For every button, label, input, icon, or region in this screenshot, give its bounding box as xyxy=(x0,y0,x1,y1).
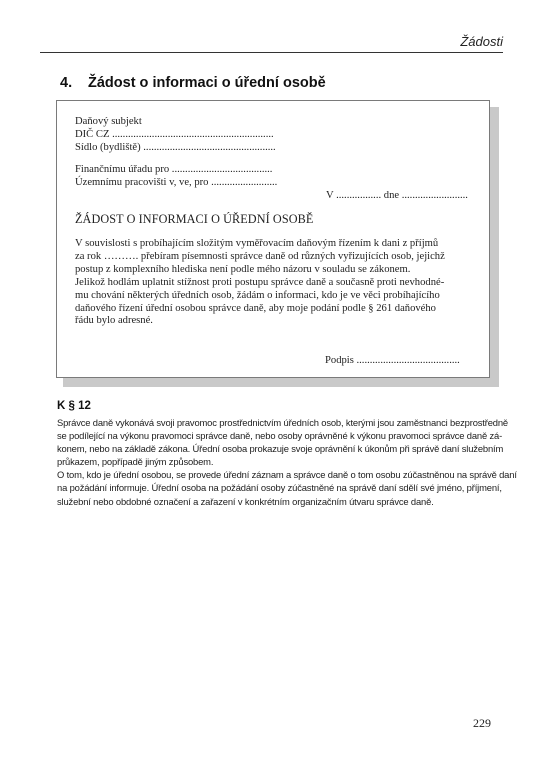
form-paragraph-line: V souvislosti s probíhajícím složitým vyměřovacím daňovým řízením k dani z příjmů xyxy=(75,238,439,249)
page-number: 229 xyxy=(473,716,491,730)
form-request-heading: ŽÁDOST O INFORMACI O ÚŘEDNÍ OSOBĚ xyxy=(75,212,314,226)
chapter-heading xyxy=(60,75,326,91)
form-template-box xyxy=(56,100,490,378)
form-paragraph-line: Jelikož hodlám uplatnit stížnost proti postupu správce daně a současně proti nevhodné- xyxy=(75,276,445,288)
section-label: K § 12 xyxy=(57,400,91,412)
body-line: Správce daně vykonává svoji pravomoc prostřednictvím úředních osob, kterými jsou zaměstnanci bezprostředně xyxy=(57,417,508,428)
body-line: na požádání informuje. Úřední osoba na požádání osoby zúčastněné na správě daní sdělí své jméno, příjmení, xyxy=(57,482,502,494)
form-paragraph-line: daňového řízení úřední osobou správce daně, aby moje podání podle § 261 daňového xyxy=(75,302,436,314)
header-rule xyxy=(40,52,503,53)
form-seat-line: Sídlo (bydliště) .................................................. xyxy=(75,142,276,153)
form-paragraph-line: postup z komplexního hlediska není podle mého názoru v souladu se zákonem. xyxy=(75,263,411,275)
form-branch-line: Územnímu pracovišti v, ve, pro ......................... xyxy=(75,177,278,188)
chapter-number: 4. xyxy=(60,75,73,91)
form-place-date: V ................. dne ......................... xyxy=(326,190,468,201)
body-line: služební nebo obdobné označení a zařazení v konkrétním organizačním útvaru správce daně. xyxy=(57,495,434,507)
form-signature-line: Podpis ....................................... xyxy=(325,355,460,366)
form-paragraph-line: řádu bylo adresné. xyxy=(75,315,153,327)
form-dic-line: DIČ CZ ............................................................. xyxy=(75,129,274,140)
chapter-title: Žádost o informaci o úřední osobě xyxy=(88,75,326,91)
form-paragraph-line: mu chování některých úředních osob, žádám o informaci, kdo je ve věci probíhajícího xyxy=(75,289,440,301)
body-line: konem, nebo na základě zákona. Úřední osoba prokazuje svoje oprávnění k úkonům při správě daní služebním xyxy=(57,443,504,455)
body-line: průkazem, popřípadě jiným způsobem. xyxy=(57,456,214,468)
form-office-line: Finančnímu úřadu pro ...................................... xyxy=(75,164,273,175)
running-head: Žádosti xyxy=(460,34,503,49)
body-line: O tom, kdo je úřední osobou, se provede úřední záznam a správce daně o tom osobu zúčastněnou na správě daní xyxy=(57,469,517,481)
section-body-text xyxy=(57,416,517,508)
body-line: se podílející na výkonu pravomoci správce daně, nebo osoby oprávněné k výkonu pravomoci správce daně zá- xyxy=(57,430,503,442)
form-paragraph-line: za rok ………. přebíram písemnosti správce daně od různých vyřizujících osob, jejichž xyxy=(75,250,445,262)
form-request-paragraph xyxy=(75,238,473,328)
form-subject-line: Daňový subjekt xyxy=(75,116,142,127)
